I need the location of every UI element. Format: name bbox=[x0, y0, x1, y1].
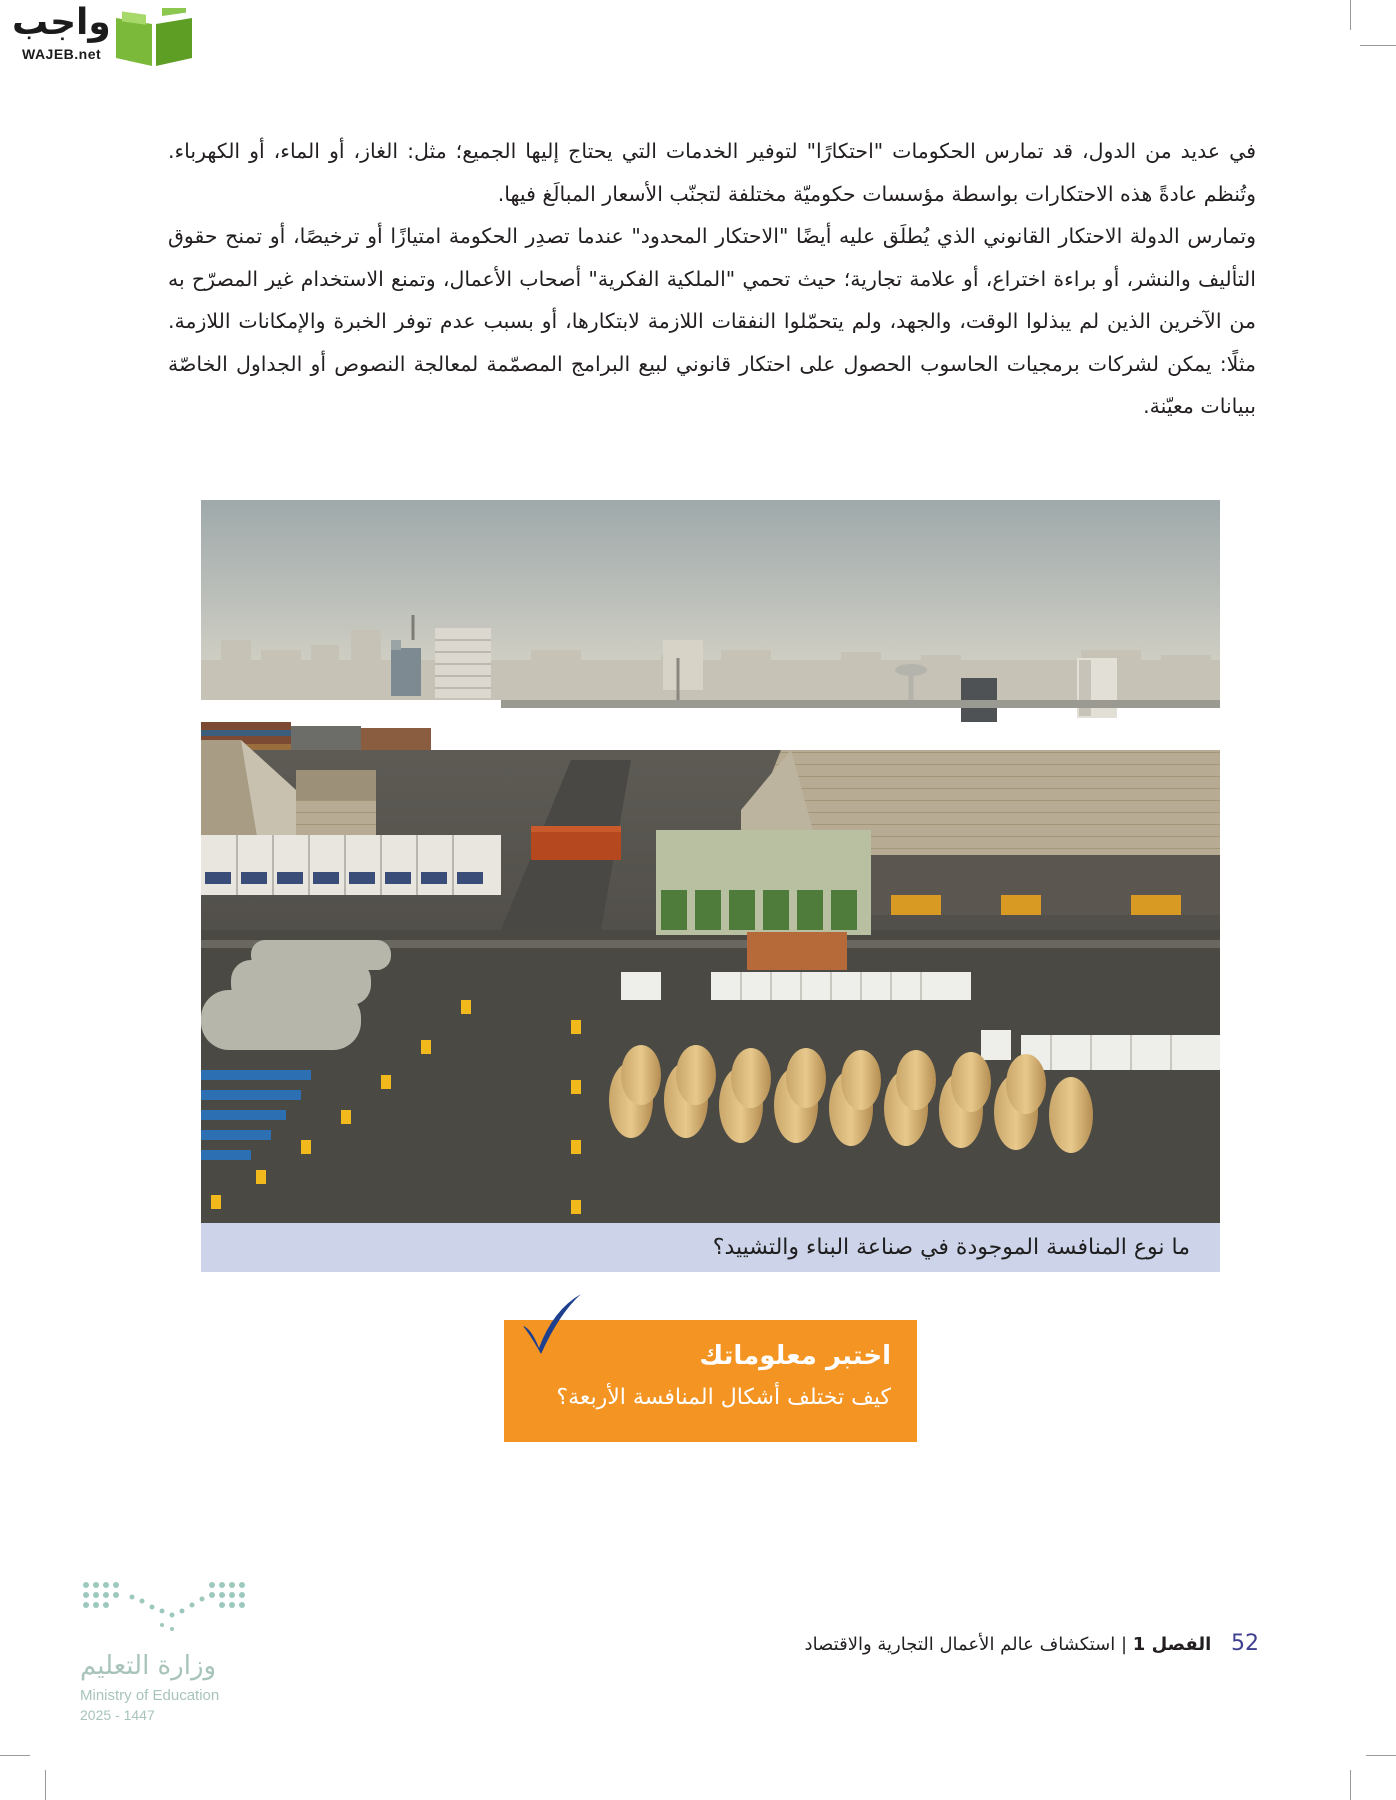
quiz-title: اختبر معلوماتك bbox=[699, 1341, 891, 1371]
chapter-title: استكشاف عالم الأعمال التجارية والاقتصاد bbox=[804, 1634, 1116, 1655]
photo-caption: ما نوع المنافسة الموجودة في صناعة البناء والتشييد؟ bbox=[201, 1223, 1220, 1272]
page-number: 52 bbox=[1231, 1631, 1259, 1656]
page-footer bbox=[805, 1630, 1259, 1659]
ministry-arabic-name: وزارة التعليم bbox=[80, 1651, 217, 1681]
footer-separator: | bbox=[1120, 1634, 1128, 1655]
crop-mark bbox=[1366, 1755, 1396, 1756]
ministry-dots-icon bbox=[78, 1575, 258, 1645]
port-photo bbox=[201, 500, 1220, 1223]
logo-latin-text: WAJEB.net bbox=[22, 46, 102, 62]
body-text bbox=[168, 130, 1256, 428]
paragraph-1: في عديد من الدول، قد تمارس الحكومات "احتكارًا" لتوفير الخدمات التي يحتاج إليها الجميع؛ مثل: الغاز، أو الماء، أو الكهرباء. وتُنظم عادةً هذه الاحتكارات بواسطة مؤسسات حكوميّة مختلفة لتجنّب الأسعار المبالَغ فيها. bbox=[168, 139, 1256, 206]
book-icon bbox=[112, 8, 196, 66]
logo-arabic-text: واجب bbox=[12, 2, 111, 43]
crop-mark bbox=[1350, 0, 1351, 30]
quiz-question: كيف تختلف أشكال المنافسة الأربعة؟ bbox=[556, 1385, 891, 1410]
ministry-years: 2025 - 1447 bbox=[80, 1707, 155, 1723]
wajeb-logo[interactable] bbox=[8, 4, 188, 68]
crop-mark bbox=[1350, 1770, 1351, 1800]
paragraph-2: وتمارس الدولة الاحتكار القانوني الذي يُطلَق عليه أيضًا "الاحتكار المحدود" عندما تصدِر الحكومة امتيازًا أو ترخيصًا، أو تمنح حقوق التأليف والنشر، أو براءة اختراع، أو علامة تجارية؛ حيث تحمي "الملكية الفكرية" أصحاب الأعمال، وتمنع الاستخدام غير المصرّح به من الآخرين الذين لم يبذلوا الوقت، والجهد، ولم يتحمّلوا النفقات اللازمة لابتكارها، أو بسبب عدم توفر الخبرة والإمكانات اللازمة. مثلًا: يمكن لشركات برمجيات الحاسوب الحصول على احتكار قانوني لبيع البرامج المصمّمة لمعالجة النصوص أو الجداول الخاصّة ببيانات معيّنة. bbox=[168, 224, 1256, 418]
chapter-label: الفصل 1 bbox=[1132, 1634, 1212, 1655]
ministry-logo bbox=[78, 1575, 258, 1725]
checkmark-icon bbox=[515, 1290, 585, 1360]
ministry-english-name: Ministry of Education bbox=[80, 1687, 220, 1704]
crop-mark bbox=[1360, 45, 1396, 46]
crop-mark bbox=[0, 1755, 30, 1756]
crop-mark bbox=[45, 1770, 46, 1800]
